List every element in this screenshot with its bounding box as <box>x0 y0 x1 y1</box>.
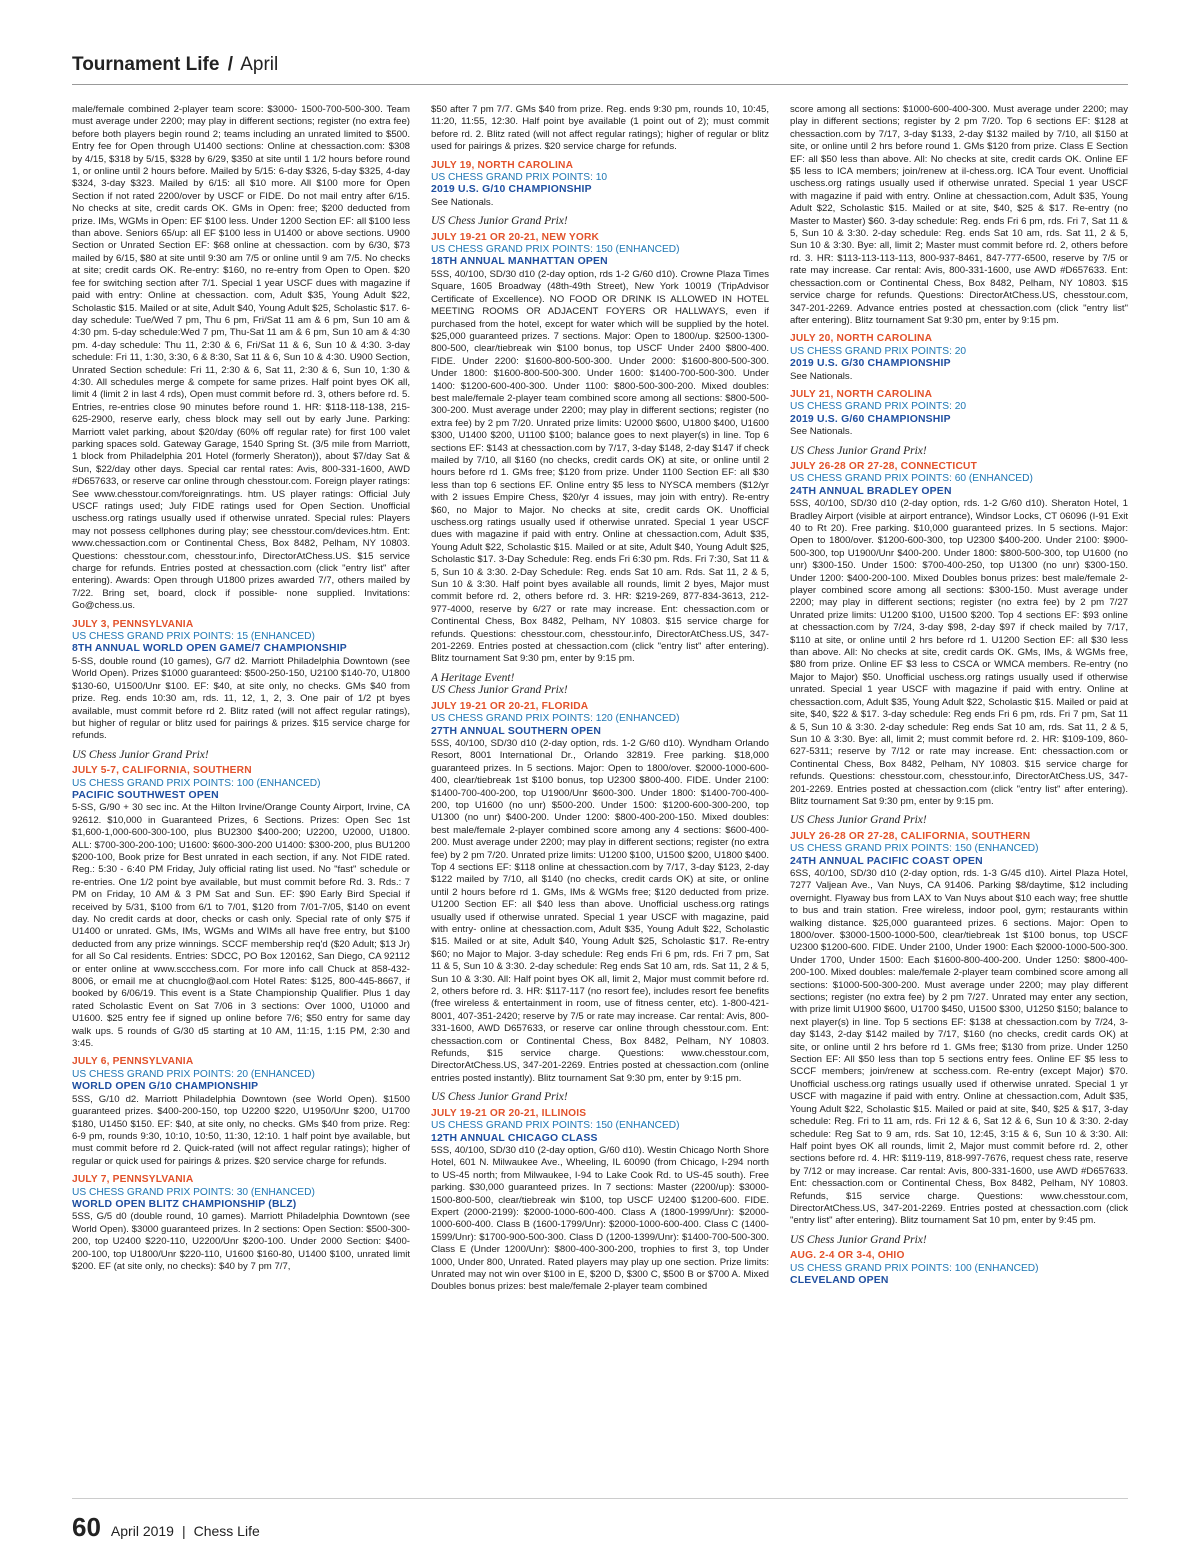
listing-date-location: JULY 6, PENNSYLVANIA <box>72 1056 194 1068</box>
column-2 <box>431 104 769 1482</box>
listing-date-location: JULY 7, PENNSYLVANIA <box>72 1174 194 1186</box>
tournament-title: 24TH ANNUAL PACIFIC COAST OPEN <box>790 855 983 867</box>
tournament-listing <box>72 749 410 1051</box>
tournament-title: 8TH ANNUAL WORLD OPEN GAME/7 CHAMPIONSHIP <box>72 643 347 655</box>
tournament-listing <box>790 814 1128 1227</box>
grand-prix-points: US CHESS GRAND PRIX POINTS: 10 <box>431 172 608 184</box>
tournament-listing <box>431 160 769 210</box>
grand-prix-points: US CHESS GRAND PRIX POINTS: 20 (ENHANCED) <box>72 1068 315 1080</box>
tournament-listing <box>72 1056 410 1168</box>
grand-prix-points: US CHESS GRAND PRIX POINTS: 30 (ENHANCED) <box>72 1186 315 1198</box>
junior-grand-prix-note: US Chess Junior Grand Prix! <box>431 1091 568 1104</box>
header-slash: / <box>227 54 233 75</box>
grand-prix-points: US CHESS GRAND PRIX POINTS: 15 (ENHANCED) <box>72 631 315 643</box>
column-3 <box>790 104 1128 1482</box>
junior-grand-prix-note: US Chess Junior Grand Prix! <box>72 748 209 761</box>
listing-date-location: JULY 21, NORTH CAROLINA <box>790 388 933 400</box>
column-1 <box>72 104 410 1482</box>
junior-grand-prix-note: A Heritage Event! US Chess Junior Grand Prix! <box>431 671 568 697</box>
header-rule <box>72 84 1128 85</box>
header-month: April <box>240 54 279 75</box>
tournament-title: 2019 U.S. G/10 CHAMPIONSHIP <box>431 184 592 196</box>
running-header <box>72 54 1128 76</box>
tournament-title: 18TH ANNUAL MANHATTAN OPEN <box>431 256 608 268</box>
listing-details: $50 after 7 pm 7/7. GMs $40 from prize. Reg. ends 9:30 pm, rounds 10, 10:45, 11:20, 11:55, 12:30. Half point bye available (1 point out of 2); must commit before rd. 2. Blitz rated (will not affect regular ratings); higher of regular or blitz used for pairings & prizes. $20 service charge for refunds. <box>431 104 769 153</box>
page-footer <box>72 1512 260 1543</box>
listing-details: See Nationals. <box>790 370 853 382</box>
listing-details: male/female combined 2-player team score: $3000- 1500-700-500-300. Team must average under 2200; may play in different sections; register (no extra fee) before both players begin round 2; teams including an unrated limited to $500. Entry fee for Open through U1400 sections: Online at chessaction.com: $308 by 4/15, $318 by 5/15, $328 by 6/29, $350 at site until 1 1/2 hours before round 1, or online until 2 hours before. Mailed by 5/15: 6-day $326, 5-day $325, 4-day $324, 3-day $323. Mailed by 6/15: all $10 more. All $100 more for Open Section if not rated 2200/over by USCF or FIDE. Do not mail entry after 6/15. No checks at site, credit cards OK. GMs in Open: free; $200 deducted from prize. IMs, WGMs in Open: EF $100 less. Under 1200 Section EF: all $100 less than above. Seniors 65/up: all EF $100 less in U1400 or above sections. U900 Section or Unrated Section EF: $68 online at chessaction. com by 6/30, $73 mailed by 6/15, $80 at site until 9:30 am 7/5 or online until 9 am 7/5. No checks at site; credit cards OK. Re-entry: $160, no re-entry from Open to Open. $20 fee for switching section after 7/1. Special 1 year USCF dues with magazine if paid with entry: Online at chessaction. com, Adult $35, Young Adult $22, Scholastic $15. Mailed or at site, Adult $40, Young Adult $25, Scholastic $17. 6-day schedule: Tue/Wed 7 pm, Thu 6 pm, Fri/Sat 11 am & 6 pm, Sun 10 am & 4:30 pm. 5-day schedule:Wed 7 pm, Thu-Sat 11 am & 6 pm, Sun 10 am & 4:30 pm. 4-day schedule: Thu 11, 2:30 & 6, Fri/Sat 11 & 6, Sun 10 & 4:30. 3-day schedule: Fri 11, 1:30, 3:30, 6 & 8:30, Sat 11 & 6, Sun 10 & 4:30. U900 Section, Unrated Section schedule: Fri 11, 2:30 & 6, Sat 11, 2:30 & 6, Sun 10, 1:30 & 4:30. All schedules merge & compete for same prizes. Half point byes OK all, limit 4 (limit 2 in last 4 rds), Open must commit before rd. 3, others before rd. 5. Entries, re-entries close 90 minutes before round 1. HR: $118-118-138, 215-625-2900, reserve early, chess block may sell out by early June. Parking: Marriott valet parking, about $20/day (60% off regular rate) for first 100 valet parking spaces sold. Gateway Garage, 1540 Spring St. (3/5 mile from Marriott, 1 block from Philadelphia 201 Hotel (formerly Sheraton)), about $7/day Sat & Sun, $22/day other days. Special car rental rates: Avis, 800-331-1600, AWD #D657633, or reserve car online through chesstour.com. Foreign player ratings: See www.chesstour.com/foreignratings. htm. US player ratings: Official July USCF ratings used; July FIDE ratings used for Open Section. Unofficial uschess.org ratings usually used if otherwise unrated. Special rules: Players may not possess cellphones during play; see chesstour.com/devices.htm. Ent: www.chessaction.com or Continental Chess, Box 8482, Pelham, NY 10803. Questions: chesstour.com, chesstour.info, DirectorAtChess.US. $15 service charge for refunds. Entries posted at chessaction.com (click "entry list" after entering). Awards: Open through U1800 prizes awarded 7/7, others mailed by 7/22. Bring set, board, clock if possible- none supplied. Invitations: Go@chess.us. <box>72 104 410 612</box>
listing-details: 5-SS, G/90 + 30 sec inc. At the Hilton Irvine/Orange County Airport, Irvine, CA 92612. $10,000 in Guaranteed Prizes, 6 Sections. Prizes: Open Sec 1st $1,600-1,000-600-300-100, plus BU2300 $400-200; U2200, U2000, U1800. ALL: $700-300-200-100; U1600: $600-300-200 U1400: $300-200, plus BU1200 $200-100, Book prize for Best unrated in each section, if any. Not FIDE rated. Reg.: 5:30 - 6:40 PM Friday, July official rating list used. No "fast" schedule or re-entries. One 1/2 point bye available, but must commit before Rd. 3. Rds.: 7 PM on Friday, 10 AM & 3 PM Sat and Sun. EF: $90 Early Bird Special if received by 5/31, $100 from 6/1 to 7/01, $120 from 7/01-7/05, $140 on event day. No credit cards at door, checks or cash only. Special rate of only $75 if U1400 or unrated. GMs, IMs, WGMs and WIMs all have free entry, but $100 deducted from any prize winnings. SCCF membership req'd ($20 Adult; $13 Jr) for all So Cal residents. Entries: SDCC, PO Box 120162, San Diego, CA 92112 or enter online at www.sccchess.com. For more info call Chuck at 858-432-8006, or email me at chucnglo@aol.com Hotel Rates: $125, 800-445-8667, if booked by 6/06/19. This event is a State Championship Qualifier. Plus 1 day rated Scholastic Event on Sat 7/06 in 3 sections: Over 1000, U1000 and U1600. $25 entry fee if signed up online before 7/6; $50 entry for same day walk ups. 5 rounds of G/30 d5 starting at 10 AM, 11:15, 1:15 PM, 2:30 and 3:45. <box>72 802 410 1050</box>
tournament-title: CLEVELAND OPEN <box>790 1274 889 1286</box>
listing-details: 5SS, 40/100, SD/30 d10 (2-day option, rds. 1-2 G/60 d10). Sheraton Hotel, 1 Bradley Airport (visible at airport entrance), Windsor Locks, CT 06096 (I-91 Exit 40 to Rt 20). Free parking. $10,000 guaranteed prizes. In 5 sections. Major: Open to 1800/over. $1200-600-300, top U2300 $400-200. Under 2100: $900-500-300, top U1900/Unr $400-200. Under 1800: $800-500-300, top U1600 (no unr) $300-150. Under 1500: $700-400-250, top U1300 (no unr) $300-150. Under 1200: $400-200-100. Mixed Doubles bonus prizes: best male/female 2-player combined score among all sections: $300-150. Must average under 2200; may play in different sections; register (no extra fee) by 2 pm 7/27 Unrated prize limits: U1200 $100, U1500 $200. Top 4 sections EF: $93 online at chessaction.com by 7/24, 3-day $98, 2-day $97 if check mailed by 7/17, $110 at site, or online until 2 hrs before rd 1. U1200 Section EF: all $30 less than above. All: No checks at site, credit cards OK. GMs, IMs, & WGMs free, $80 from prize. Online EF $3 less to CSCA or WMCA members. Re-entry (no Major to Major) $50. Unofficial uschess.org ratings usually used if otherwise unrated. Special 1 year USCF with magazine if paid with entry. Online at chessaction.com, Adult $35, Young Adult $22, Scholastic $15. Mailed or paid at site, $40, $22 & $17. 3-day schedule: Reg ends Fri 6 pm, rds. Fri 7 pm, Sat 11 & 5, Sun 10 & 3:30. 2-day schedule: Reg ends Sat 10 am, rds. Sat 11, 2 & 5, Sun 10 & 3:30. Bye: all, limit 2; must commit before rd. 2. HR: $109-109, 860-627-5311; reserve by 7/12 or rate may increase. Ent: chessaction.com or Continental Chess, Box 8482, Pelham, NY 10803. $15 service charge for refunds. Questions: chesstour.com, chesstour.info, DirectorAtChess.US, 347-201-2269. Entries posted at chessaction.com (click "entry list" after entering). Blitz tournament Sat 9:30 pm, enter by 9:15 pm. <box>790 498 1128 807</box>
footer-rule <box>72 1498 1128 1499</box>
grand-prix-points: US CHESS GRAND PRIX POINTS: 60 (ENHANCED) <box>790 473 1033 485</box>
listing-date-location: JULY 19-21 OR 20-21, ILLINOIS <box>431 1107 587 1119</box>
listing-columns <box>72 104 1128 1482</box>
tournament-listing <box>72 104 410 613</box>
listing-details: 5SS, 40/100, SD/30 d10 (2-day option, G/60 d10). Westin Chicago North Shore Hotel, 601 N. Milwaukee Ave., Wheeling, IL 60090 (from Chicago, I-294 north to US-45 north; from Milwaukee, I-94 to Lake Cook Rd. to US-45 south). Free parking. $30,000 guaranteed prizes. In 7 sections: Master (2200/up): $3000-1500-800-500, clear/tiebreak win $100, top USCF U2400 $1200-600. FIDE. Expert (2000-2199): $2000-1000-600-400. Class A (1800-1999/Unr): $2000-1000-600-400. Class B (1600-1799/Unr): $2000-1000-600-400. Class C (1400-1599/Unr): $1700-900-500-300. Class D (1200-1399/Unr): $1400-700-500-300. Class E (Under 1200/Unr): $800-400-300-200, trophies to first 3, top Under 1000, Under 800, Unrated. Rated players may play up one section. Prize limits: Unrated may not win over $100 in E, $200 D, $300 C, $500 B or $700 A. Mixed Doubles bonus prizes: best male/female 2-player team combined <box>431 1144 769 1293</box>
listing-details: 5SS, G/5 d0 (double round, 10 games). Marriott Philadelphia Downtown (see World Open). $3000 guaranteed prizes. In 2 sections: Open Section: $500-300-200, top U2400 $220-110, U2200/Unr $200-100. Under 2000 Section: $400-200-100, top U1800/Unr $220-110, U1600 $160-80, U1400 $100, unrated limit $200. EF (at site only, no checks): $40 by 7 pm 7/7, <box>72 1211 410 1272</box>
tournament-title: 27TH ANNUAL SOUTHERN OPEN <box>431 725 602 737</box>
tournament-listing <box>790 445 1128 809</box>
footer-separator: | <box>181 1523 186 1539</box>
listing-date-location: AUG. 2-4 OR 3-4, OHIO <box>790 1250 905 1262</box>
listing-details: 5SS, 40/100, SD/30 d10 (2-day option, rds. 1-2 G/60 d10). Wyndham Orlando Resort, 8001 International Dr., Orlando 32819. Free parking. $18,000 guaranteed prizes. In 5 sections. Major: Open to 1800/over. $2000-1000-600-400, clear/tiebreak 1st $100 bonus, top U2300 $800-400. FIDE. Under 2100: $1400-700-400-200, top U1900/Unr $600-300. Under 1800: $1400-700-400-200, top U1600 (no unr) $500-200. Under 1500: $1200-600-300-200, top U1300 (no unr) $400-200. Under 1200: $800-400-200-150. Mixed doubles: best male/female 2-player combined score among any 4 sections: $600-400-200. Must average under 2200; may play in different sections; register (no extra fee) by 2 pm 7/20. Unrated prize limits: U1200 $100, U1500 $200, U1800 $400. Top 4 sections EF: $118 online at chessaction.com by 7/17, 3-day $123, 2-day $122 mailed by 7/10, all $140 (no checks, credit cards OK) at site, or online until 2 hours before rd 1. GMs, IMs & WGMs free; $120 deducted from prize. U1200 Section EF: all $40 less than above. Unofficial uschess.org ratings usually used if otherwise unrated. Special 1 year USCF with magazine, paid with entry- online at chessaction.com, Adult $35, Young Adult $22, Scholastic $15. Mailed or at site, Adult $40, Young Adult $25, Scholastic $17. Re-entry $60; no Major to Major. 3-day schedule: Reg ends Fri 6 pm, rds. Fri 7 pm, Sat 11 & 5, Sun 10 & 3:30. 2-day schedule: Reg ends Sat 10 am, rds. Sat 11, 2 & 5, Sun 10 & 3:30. All: Half point byes OK all, limit 2, Major must commit before rd. 2, others before rd. 3. HR: $117-117 (no resort fee), includes resort fee benefits (free wireless & entertainment in room, use of fitness center, etc). 1-800-421-8001, 407-351-2420; reserve by 7/5 or rate may increase. Car rental: Avis, 800-331-1600, AWD D657633, or reserve car online through chesstour.com. Ent: chessaction.com or Continental Chess, Box 8482, Pelham, NY 10803. Refunds, $15 service charge. Questions: www.chesstour.com, DirectorAtChess.US, 347-201-2269. Entries posted at chessaction.com (online entries posted instantly). Blitz tournament Sat 9:30 pm, enter by 9:15 pm. <box>431 737 769 1084</box>
listing-date-location: JULY 3, PENNSYLVANIA <box>72 618 194 630</box>
listing-details: score among all sections: $1000-600-400-300. Must average under 2200; may play in different sections; register by 2 pm 7/20. Top 6 sections EF: $128 at chessaction.com by 7/17, 3-day $133, 2-day $132 mailed by 7/10, all $150 at site, or online until 2 hrs before round 1. GMs $120 from prize. Class E Section EF: all $50 less than above. All: No checks at site, credit cards OK. Online EF $5 less to ICA members; join/renew at il-chess.org. ICA Tour event. Unofficial uschess.org ratings usually used if otherwise unrated. Special 1 year USCF with magazine if paid with entry. Online at chessaction.com, Adult $35, Young Adult $22, Scholastic $15. Mailed or at site, $40, $25 & $17. Re-entry (no Master to Master) $60. 3-day schedule: Reg. ends Fri 6 pm, rds. Fri 7, Sat 11 & 5, Sun 10 & 3:30. 2-day schedule: Reg. ends Sat 10 am, rds. Sat 11, 2 & 5, Sun 10 & 3:30. Bye: all, limit 2; Master must commit before rd. 2, others before rd. 3. HR: $113-113-113-113, 800-937-8461, 847-777-6500, reserve by 7/5 or rate may increase. Car rental: Avis, 800-331-1600, use AWD #D657633. Ent: chessaction.com or Continental Chess, Box 8482, Pelham, NY 10803. $15 service charge for refunds. Questions: DirectorAtChess.US, chesstour.com, 347-201-2269. Advance entries posted at chessaction.com (click "entry list" after entering). Blitz tournament Sat 9:30 pm, enter by 9:15 pm. <box>790 104 1128 326</box>
grand-prix-points: US CHESS GRAND PRIX POINTS: 150 (ENHANCED) <box>431 1120 680 1132</box>
grand-prix-points: US CHESS GRAND PRIX POINTS: 20 <box>790 401 967 413</box>
grand-prix-points: US CHESS GRAND PRIX POINTS: 150 (ENHANCED) <box>431 244 680 256</box>
junior-grand-prix-note: US Chess Junior Grand Prix! <box>431 215 568 228</box>
grand-prix-points: US CHESS GRAND PRIX POINTS: 100 (ENHANCED) <box>790 1262 1039 1274</box>
listing-date-location: JULY 20, NORTH CAROLINA <box>790 333 933 345</box>
tournament-title: WORLD OPEN G/10 CHAMPIONSHIP <box>72 1081 259 1093</box>
footer-magazine: Chess Life <box>193 1523 260 1539</box>
footer-issue: April 2019 <box>110 1523 174 1539</box>
listing-details: 5-SS, double round (10 games), G/7 d2. Marriott Philadelphia Downtown (see World Open). Prizes $1000 guaranteed: $500-250-150, U2100 $140-70, U1800 $130-60, U1500/Unr $100. EF: $40, at site only, no checks. GMs $40 from prize. Reg. ends 10:30 am, rds. 11, 12, 1, 2, 3. One pair of 1/2 pt byes available, must commit before rd 2. Blitz rated (will not affect regular ratings), but higher of regular or blitz used for pairings & prizes. $15 service charge for refunds. <box>72 655 410 742</box>
grand-prix-points: US CHESS GRAND PRIX POINTS: 20 <box>790 345 967 357</box>
tournament-listing <box>790 104 1128 327</box>
page-number: 60 <box>72 1512 101 1542</box>
tournament-title: 2019 U.S. G/60 CHAMPIONSHIP <box>790 413 951 425</box>
grand-prix-points: US CHESS GRAND PRIX POINTS: 120 (ENHANCED) <box>431 713 680 725</box>
listing-date-location: JULY 26-28 OR 27-28, CONNECTICUT <box>790 460 978 472</box>
tournament-listing <box>431 1091 769 1294</box>
tournament-title: 24TH ANNUAL BRADLEY OPEN <box>790 485 952 497</box>
listing-details: See Nationals. <box>431 196 494 208</box>
tournament-listing <box>72 1174 410 1273</box>
section-title: Tournament Life <box>72 54 220 75</box>
listing-date-location: JULY 19-21 OR 20-21, FLORIDA <box>431 700 589 712</box>
tournament-listing <box>790 1234 1128 1288</box>
tournament-listing <box>790 389 1128 439</box>
listing-date-location: JULY 19-21 OR 20-21, NEW YORK <box>431 231 600 243</box>
listing-details: 6SS, 40/100, SD/30 d10 (2-day option, rds. 1-3 G/45 d10). Airtel Plaza Hotel, 7277 Valjean Ave., Van Nuys, CA 91406. Parking $8/daytime, $12 including overnight. Flyaway bus from LAX to Van Nuys about $10 each way; free shuttle to bus and train station. Free wireless, indoor pool, gym; restaurants within walking distance. $25,000 guaranteed prizes. 6 sections. Major: Open to 1800/over. $3000-1500-1000-500, clear/tiebreak 1st $100 bonus, top USCF U2300 $1200-600. FIDE. Under 2100, Under 1900: Each $2000-1000-500-300. Under 1700, Under 1500: Each $1600-800-400-200. Under 1250: $800-400-200-100. Mixed doubles: male/female 2-player team combined score among all sections: $1000-500-300-200. Must average under 2200; may play different sections; register (no extra fee) by 2 pm 7/27. Unrated may enter any section, with prize limit U1900 $600, U1700 $450, U1500 $300, U1250 $150; balance to next player(s) in line. Top 5 sections EF: $138 at chessaction.com by 7/24, 3-day $143, 2-day $142 mailed by 7/17, $160 (no checks, credit cards OK) at site, or online until 2 hrs before rd 1. GMs free; $130 from prize. Under 1250 Section EF: All $50 less than top 5 sections entry fees. Online EF $5 less to SCCF members; join/renew at scchess.com. Re-entry (except Major) $70. Unofficial uschess.org ratings usually used if otherwise unrated. Special 1 yr USCF with magazine if paid with entry. Online at chessaction.com, Adult $35, Young Adult $22, Scholastic $15. Mailed or paid at site, $40, $25 & $17, 3-day schedule: Reg. Fri to 11 am, rds. Fri 12 & 6, Sat 12 & 6, Sun 10 & 3:30. 2-day schedule: Reg Sat to 9 am, rds. Sat 10, 12:45, 3:15 & 6, Sun 10 & 3:30. All: Half point byes OK all rounds, limit 2, Major must commit before rd. 2, other sections before rd. 4. HR: $119-119, 818-997-7676, request chess rate, reserve by 7/12 or may increase. Car rental: Avis, 800-331-1600, use AWD #D657633. Ent: chessaction.com or Continental Chess, Box 8482, Pelham, NY 10803. Refunds, $15 service charge. Questions: www.chesstour.com, DirectorAtChess.US, 347-201-2269. Entries posted at chessaction.com (click "entry list" after entering). Blitz tournament Sat 10 pm, enter by 9:45 pm. <box>790 867 1128 1227</box>
tournament-title: WORLD OPEN BLITZ CHAMPIONSHIP (BLZ) <box>72 1198 297 1210</box>
junior-grand-prix-note: US Chess Junior Grand Prix! <box>790 1233 927 1246</box>
tournament-listing <box>72 619 410 743</box>
grand-prix-points: US CHESS GRAND PRIX POINTS: 150 (ENHANCED) <box>790 843 1039 855</box>
tournament-listing <box>431 672 769 1085</box>
listing-date-location: JULY 5-7, CALIFORNIA, SOUTHERN <box>72 765 252 777</box>
tournament-title: 12TH ANNUAL CHICAGO CLASS <box>431 1132 598 1144</box>
grand-prix-points: US CHESS GRAND PRIX POINTS: 100 (ENHANCED) <box>72 777 321 789</box>
junior-grand-prix-note: US Chess Junior Grand Prix! <box>790 814 927 827</box>
tournament-listing <box>431 104 769 154</box>
listing-details: 5SS, G/10 d2. Marriott Philadelphia Downtown (see World Open). $1500 guaranteed prizes. $400-200-150, top U2200 $220, U1950/Unr $200, U1700 $180, U1450 $150. EF: $40, at site only, no checks. GMs $40 from prize. Reg: 6-9 pm, rounds 9:30, 10:10, 10:50, 11:30, 12:10. 1 half point bye available, but must commit before rd 2. Quick-rated (will not affect regular ratings); higher of regular or quick used for pairings & prizes. $20 service charge for refunds. <box>72 1093 410 1167</box>
listing-details: 5SS, 40/100, SD/30 d10 (2-day option, rds 1-2 G/60 d10). Crowne Plaza Times Square, 1605 Broadway (48th-49th Street), New York 10019 (TripAdvisor Certificate of Excellence). NO FOOD OR DRINK IS ALLOWED IN HOTEL MEETING ROOMS OR ADJACENT FOYERS OR HALLWAYS, even if purchased from the hotel, except for water which will be supplied by the hotel. $25,000 guaranteed prizes. 7 sections. Major: Open to 1800/up. $2500-1300-800-500, clear/tiebreak win $100 bonus, top USCF Under 2400 $800-400. FIDE. Under 2200: $1600-800-500-300. Under 2000: $1600-800-500-300. Under 1800: $1600-800-500-300. Under 1600: $1400-700-500-300. Under 1400: $1200-600-400-300. Under 1100: $800-500-300-200. Mixed doubles: best male/female 2-player team combined score among all sections: $800-500-300-200. Must average under 2200; may play in different sections; register (no extra fee) by 2 pm 7/20. Unrated prize limits: U2000 $600, U1800 $400, U1600 $300, U1400 $200, U1100 $100; balance goes to next player(s) in line. Top 6 sections EF: $143 at chessaction.com by 7/17, 3-day $148, 2-day $147 if check mailed by 7/10, all $160 (no checks, credit cards OK) at site, or online until 2 hours before rd 1. GMs free; $120 from prize. Under 1100 Section EF: all $30 less than top 6 sections EF. Online entry $5 less to NYSCA members ($12/yr with 2 issues Empire Chess, $20/yr 4 issues, may join with entry). Re-entry $60, no Major to Major. No checks at site, credit cards OK. Unofficial uschess.org ratings usually used if otherwise unrated. Special 1 year USCF dues with magazine if paid with entry. Online at chessaction.com, Adult $35, Young Adult $22, Scholastic $15. Mailed or at site, Adult $40, Young Adult $25, Scholastic $17. 3-Day Schedule: Reg. ends Fri 6:30 pm. Rds. Fri 7:30, Sat 11 & 5, Sun 10 & 3:30. 2-Day Schedule: Reg. ends Sat 10 am. Rds. Sat 11, 2 & 5, Sun 10 & 3:30. Half point byes available all rounds, limit 2 byes, Major must commit before rd. 2, others before rd. 3. HR: $219-269, 877-834-3613, 212-977-4000, reserve by 6/27 or rate may increase. Ent: chessaction.com or Continental Chess, Box 8482, Pelham, NY 10803. $15 service charge for refunds. Questions: chesstour.com, chesstour.info, DirectorAtChess.US, 347-201-2269. Entries posted at chessaction.com (click "entry list" after entering). Blitz tournament Sat 9:30 pm, enter by 9:15 pm. <box>431 268 769 665</box>
tournament-listing <box>431 215 769 666</box>
listing-date-location: JULY 26-28 OR 27-28, CALIFORNIA, SOUTHERN <box>790 830 1031 842</box>
tournament-title: PACIFIC SOUTHWEST OPEN <box>72 789 219 801</box>
junior-grand-prix-note: US Chess Junior Grand Prix! <box>790 444 927 457</box>
listing-details: See Nationals. <box>790 426 853 438</box>
tournament-title: 2019 U.S. G/30 CHAMPIONSHIP <box>790 358 951 370</box>
listing-date-location: JULY 19, NORTH CAROLINA <box>431 159 574 171</box>
tournament-listing <box>790 333 1128 383</box>
